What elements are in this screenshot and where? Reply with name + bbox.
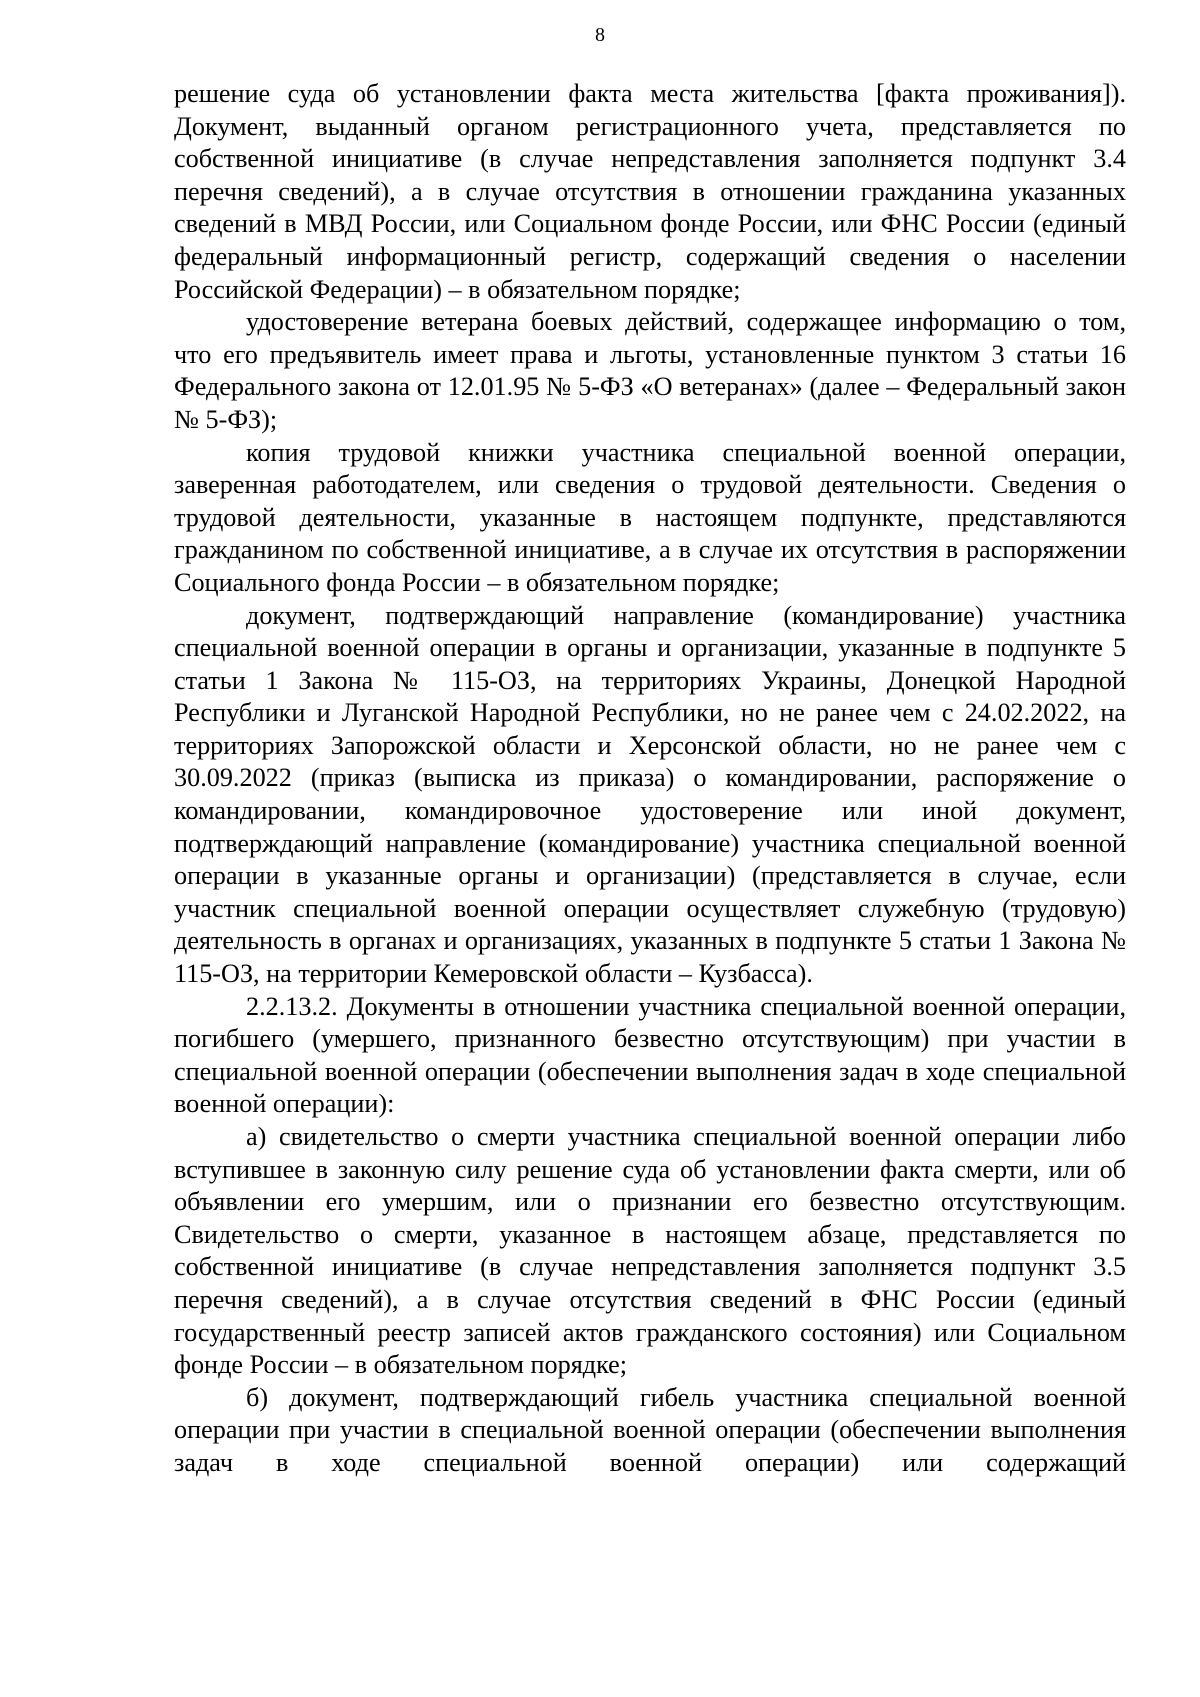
page-number: 8 <box>595 24 605 46</box>
paragraph-secondment-document: документ, подтверждающий направление (командирование) участника специальной военной операции в органы и организации, указанные в подпункте 5 статьи 1 Закона № 115-ОЗ, на территориях Украины, Донецкой Народной Республики и Луганской Народной Республики, но не ранее чем с 24.02.2022, на территориях Запорожской области и Херсонской области, но не ранее чем с 30.09.2022 (приказ (выписка из приказа) о командировании, распоряжение о командировании, командировочное удостоверение или иной документ, подтверждающий направление (командирование) участника специальной военной операции в указанные органы и организации) (представляется в случае, если участник специальной военной операции осуществляет служебную (трудовую) деятельность в органах и организациях, указанных в подпункте 5 статьи 1 Закона № 115-ОЗ, на территории Кемеровской области – Кузбасса). <box>174 600 1126 989</box>
paragraph-section-2-2-13-2: 2.2.13.2. Документы в отношении участника специальной военной операции, погибшего (умершего, признанного безвестно отсутствующим) при участии в специальной военной операции (обеспечении выполнения задач в ходе специальной военной операции): <box>174 991 1126 1119</box>
paragraph-item-a-death-certificate: а) свидетельство о смерти участника специальной военной операции либо вступившее в законную силу решение суда об установлении факта смерти, или об объявлении его умершим, или о признании его безвестно отсутствующим. Свидетельство о смерти, указанное в настоящем абзаце, представляется по собственной инициативе (в случае непредставления заполняется подпункт 3.5 перечня сведений), а в случае отсутствия сведений в ФНС России (единый государственный реестр записей актов гражданского состояния) или Социальном фонде России – в обязательном порядке; <box>174 1122 1126 1380</box>
paragraph-item-b-death-document: б) документ, подтверждающий гибель участника специальной военной операции при участии в специальной военной операции (обеспечении выполнения задач в ходе специальной военной операции) или содержащий <box>174 1382 1126 1477</box>
paragraph-veteran-certificate: удостоверение ветерана боевых действий, содержащее информацию о том, что его предъявитель имеет права и льготы, установленные пунктом 3 статьи 16 Федерального закона от 12.01.95 № 5-ФЗ «О ветеранах» (далее – Федеральный закон № 5-ФЗ); <box>174 307 1126 434</box>
paragraph-residence-document: решение суда об установлении факта места жительства [факта проживания]). Документ, выданный органом регистрационного учета, представляется по собственной инициативе (в случае непредставления заполняется подпункт 3.4 перечня сведений), а в случае отсутствия в отношении гражданина указанных сведений в МВД России, или Социальном фонде России, или ФНС России (единый федеральный информационный регистр, содержащий сведения о населении Российской Федерации) – в обязательном порядке; <box>174 79 1126 304</box>
document-body <box>174 78 1126 1480</box>
paragraph-employment-record: копия трудовой книжки участника специальной военной операции, заверенная работодателем, или сведения о трудовой деятельности. Сведения о трудовой деятельности, указанные в настоящем подпункте, представляются гражданином по собственной инициативе, а в случае их отсутствия в распоряжении Социального фонда России – в обязательном порядке; <box>174 437 1126 597</box>
